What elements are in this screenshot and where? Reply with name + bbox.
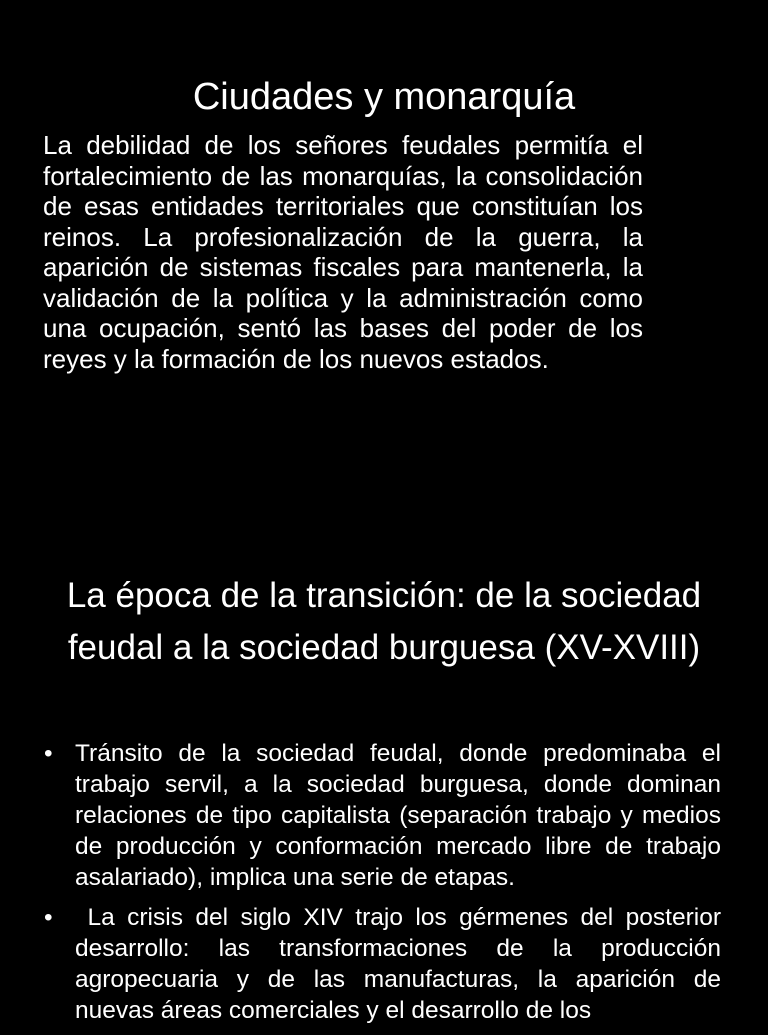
bullet-text: Tránsito de la sociedad feudal, donde predominaba el trabajo servil, a la sociedad burguesa, donde dominan relaciones de tipo capitalista (separación trabajo y medios de producción y conformación mercado libre de trabajo asalariado), implica una serie de etapas.	[75, 740, 721, 891]
slide-title: Ciudades y monarquía	[192, 76, 576, 118]
bullet-marker-icon: •	[44, 740, 53, 767]
bullet-marker-icon: •	[44, 904, 53, 931]
bullet-item	[0, 738, 768, 893]
slide-body-paragraph: La debilidad de los señores feudales permitía el fortalecimiento de las monarquías, la consolidación de esas entidades territoriales que constituían los reinos. La profesionalización de la guerra, la aparición de sistemas fiscales para mantenerla, la validación de la política y la administración como una ocupación, sentó las bases del poder de los reyes y la formación de los nuevos estados.	[43, 130, 643, 374]
slide-title: La época de la transición: de la sociedad feudal a la sociedad burguesa (XV-XVIII)	[66, 576, 702, 667]
bullet-list	[0, 738, 768, 1035]
slide-epoca-de-la-transicion	[0, 520, 768, 1024]
bullet-text: La crisis del siglo XIV trajo los gérmenes del posterior desarrollo: las transformaciones de la producción agropecuaria y de las manufacturas, la aparición de nuevas áreas comerciales y el desarrollo de los	[75, 904, 728, 1024]
bullet-item	[0, 902, 768, 1026]
